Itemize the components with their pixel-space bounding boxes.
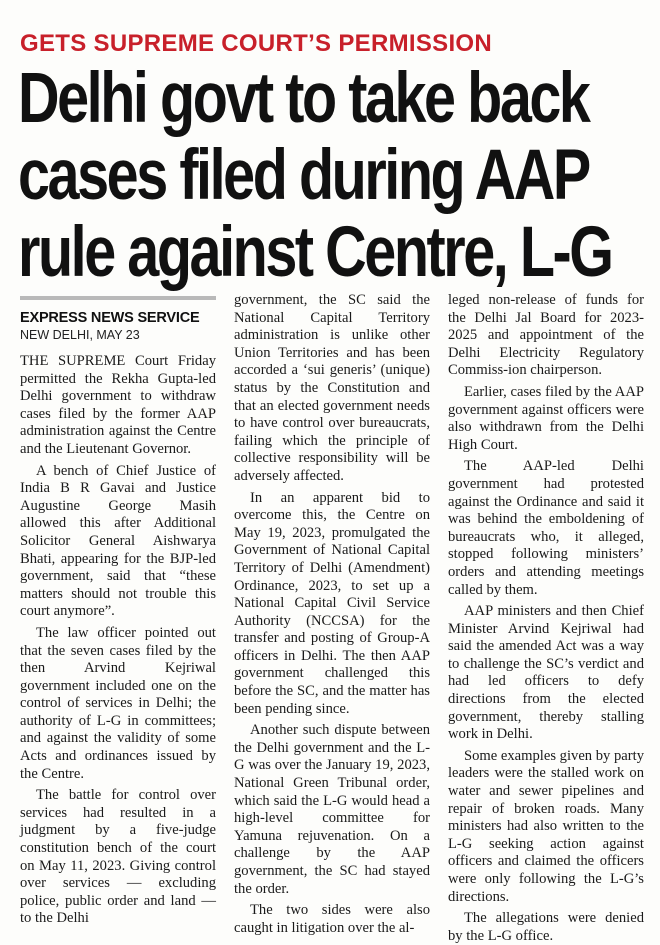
article-column-1 [20, 296, 216, 928]
headline-line-1: Delhi govt to take back [18, 59, 589, 138]
byline-rule [20, 296, 216, 300]
paragraph: THE SUPREME Court Friday permitted the Rekha Gupta-led Delhi government to withdraw cases filed by the former AAP administration against the Centre and the Lieutenant Governor. [20, 353, 216, 457]
paragraph: In an apparent bid to overcome this, the Centre on May 19, 2023, promulgated the Government of National Capital Territory of Delhi (Amendment) Ordinance, 2023, to set up a National Capital Civil Service Authority (NCCSA) for the transfer and posting of Group-A officers in Delhi. The then AAP government challenged this before the SC, and the matter has been pending since. [234, 489, 430, 717]
kicker-strap: GETS SUPREME COURT’S PERMISSION [20, 30, 493, 57]
paragraph: The two sides were also caught in litigation over the al- [234, 902, 430, 936]
paragraph: government, the SC said the National Capital Territory administration is unlike other Union Territories and has been accorded a ‘sui generis’ (unique) status by the Constitution and that an elected government needs to have control over bureaucrats, failing which the principle of collective responsibility will be adversely affected. [234, 292, 430, 484]
paragraph: Some examples given by party leaders were the stalled work on water and sewer pipelines and repair of broken roads. Many ministers had also written to the L-G seeking action against officers and claimed the officers were only following the L-G’s directions. [448, 747, 644, 905]
paragraph: The allegations were denied by the L-G office. [448, 910, 644, 944]
paragraph: A bench of Chief Justice of India B R Gavai and Justice Augustine George Masih allowed this after Additional Solicitor General Aishwarya Bhati, appearing for the BJP-led government, said that “these matters should not trouble this court anymore”. [20, 462, 216, 620]
headline [18, 59, 612, 292]
paragraph: Another such dispute between the Delhi government and the L-G was over the January 19, 2023, National Green Tribunal order, which said the L-G would head a high-level committee for Yamuna rejuvenation. On a challenge by the AAP government, the SC had stayed the order. [234, 722, 430, 897]
article-column-3 [448, 292, 644, 945]
paragraph: Earlier, cases filed by the AAP government against officers were also withdrawn from the Delhi High Court. [448, 383, 644, 453]
paragraph: The law officer pointed out that the seven cases filed by the then Arvind Kejriwal government included one on the control of services in Delhi; the authority of L-G in committees; and against the validity of some Acts and ordinances issued by the Centre. [20, 624, 216, 782]
paragraph: The battle for control over services had resulted in a judgment by a five-judge constitution bench of the court on May 11, 2023. Giving control over services — excluding police, public order and land — to the Delhi [20, 787, 216, 927]
paragraph: AAP ministers and then Chief Minister Arvind Kejriwal had said the amended Act was a way to challenge the SC’s verdict and had led officers to defy directions from the elected government, thereby stalling work in Delhi. [448, 603, 644, 743]
article-column-2 [234, 292, 430, 937]
paragraph: The AAP-led Delhi government had protested against the Ordinance and said it was behind the emboldening of bureaucrats who, it alleged, stopped following ministers’ orders and attending meetings called by them. [448, 458, 644, 598]
dateline: NEW DELHI, MAY 23 [20, 328, 140, 342]
byline: EXPRESS NEWS SERVICE [20, 310, 200, 326]
headline-line-3: rule against Centre, L-G [18, 213, 612, 292]
paragraph: leged non-release of funds for the Delhi Jal Board for 2023-2025 and appointment of the Delhi Electricity Regulatory Commiss-ion chairperson. [448, 292, 644, 379]
headline-line-2: cases filed during AAP [18, 136, 589, 215]
